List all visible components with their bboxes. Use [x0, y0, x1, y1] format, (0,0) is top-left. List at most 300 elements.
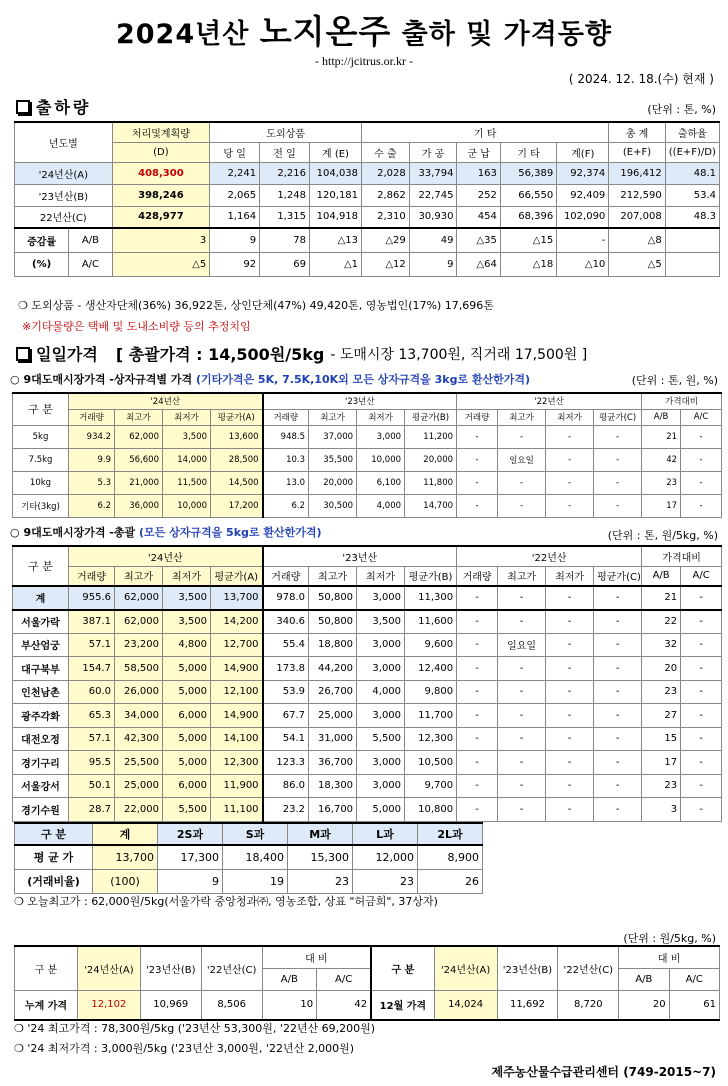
table-cell: -: [546, 586, 594, 610]
table-cell: 18,300: [309, 774, 357, 798]
table-cell: 12,700: [211, 633, 263, 657]
table-cell: 17,200: [211, 494, 263, 517]
table-row: [13, 680, 722, 704]
table-cell: -: [594, 798, 642, 822]
table-header: A/C: [681, 566, 722, 586]
table-cell: -: [594, 425, 642, 448]
table-cell: 207,008: [609, 206, 665, 228]
table-cell: 12,300: [211, 751, 263, 775]
col-rate: 출하율: [665, 122, 719, 142]
table-cell: 3,000: [357, 425, 405, 448]
table-row: [13, 425, 722, 448]
table-cell: -: [457, 633, 498, 657]
col-process: 가 공: [409, 142, 457, 162]
row-label: 7.5kg: [13, 448, 69, 471]
row-label: 누계 가격: [15, 990, 78, 1020]
table-cell: 48.3: [665, 206, 719, 228]
table-cell: 398,246: [112, 184, 210, 206]
table-cell: 61: [669, 990, 719, 1020]
table-cell: -: [498, 727, 546, 751]
table-cell: 20,000: [405, 448, 457, 471]
table-cell: -: [457, 727, 498, 751]
table-cell: 17,300: [158, 845, 223, 869]
table-cell: 212,590: [609, 184, 665, 206]
page-title: 2024년산 노지온주 출하 및 가격동향: [115, 12, 612, 51]
table-cell: 14,000: [163, 448, 211, 471]
table-cell: 2,065: [210, 184, 260, 206]
table-cell: 23: [353, 869, 418, 893]
row-label: 경기구리: [13, 751, 69, 775]
table-cell: 14,700: [405, 494, 457, 517]
grade-price-table: [14, 822, 483, 894]
table-cell: 3,000: [357, 751, 405, 775]
table-cell: 23,200: [115, 633, 163, 657]
table-cell: 14,024: [434, 990, 497, 1020]
table-cell: -: [546, 727, 594, 751]
table-cell: 78: [260, 228, 310, 252]
table-header: 2L과: [418, 823, 483, 845]
table-cell: -: [546, 680, 594, 704]
table-cell: -: [457, 751, 498, 775]
table-cell: 26: [418, 869, 483, 893]
table-row: [13, 448, 722, 471]
table-cell: 13,700: [211, 586, 263, 610]
table-cell: 55.4: [263, 633, 309, 657]
table-cell: -: [594, 494, 642, 517]
table-cell: 104,038: [309, 162, 361, 184]
table-cell: 68,396: [500, 206, 556, 228]
table-cell: -: [498, 471, 546, 494]
table-header: A/C: [669, 968, 719, 990]
shipment-note-2: ※기타물량은 택배 및 도내소비량 등의 추정치임: [22, 320, 251, 333]
table-header: 최고가: [309, 409, 357, 425]
table-header: 가격대비: [642, 393, 722, 409]
table-cell: 9: [210, 228, 260, 252]
row-label: A/B: [69, 228, 112, 252]
cum-unit: (단위 : 원/5kg, %): [623, 932, 716, 945]
col-total-ef: (E+F): [609, 142, 665, 162]
table-cell: 20,000: [309, 471, 357, 494]
table2-title: ○ 9대도매시장가격 -총괄 (모든 상자규격을 5kg로 환산한가격): [10, 526, 322, 539]
table-cell: 25,000: [115, 774, 163, 798]
table-cell: -: [594, 586, 642, 610]
table-cell: 8,506: [201, 990, 262, 1020]
table-header: 평균가(C): [594, 566, 642, 586]
table-cell: 42,300: [115, 727, 163, 751]
table-cell: 11,800: [405, 471, 457, 494]
table-header: 평균가(B): [405, 566, 457, 586]
table-header: 평균가(A): [211, 409, 263, 425]
table-cell: 28,500: [211, 448, 263, 471]
table-cell: △5: [112, 252, 210, 276]
table-cell: 62,000: [115, 610, 163, 634]
table-header: 최고가: [115, 566, 163, 586]
table-row: [13, 586, 722, 610]
table-cell: 34,000: [115, 704, 163, 728]
table-cell: 32: [642, 633, 681, 657]
table-header: 최고가: [115, 409, 163, 425]
table-cell: -: [457, 586, 498, 610]
table-cell: 123.3: [263, 751, 309, 775]
table-cell: -: [546, 774, 594, 798]
table-cell: 92: [210, 252, 260, 276]
table-cell: 25,000: [309, 704, 357, 728]
table-cell: -: [457, 774, 498, 798]
table-cell: -: [546, 425, 594, 448]
table-cell: 15,300: [288, 845, 353, 869]
table-cell: 252: [457, 184, 500, 206]
col-total: 총 계: [609, 122, 665, 142]
table-cell: 20: [642, 657, 681, 681]
row-label: 대구북부: [13, 657, 69, 681]
table-cell: -: [498, 751, 546, 775]
table-cell: 12,000: [353, 845, 418, 869]
table-cell: 44,200: [309, 657, 357, 681]
table-cell: 6.2: [263, 494, 309, 517]
table-cell: -: [594, 774, 642, 798]
table-cell: 1,164: [210, 206, 260, 228]
table-cell: 11,100: [211, 798, 263, 822]
table-cell: 65.3: [69, 704, 115, 728]
table-cell: 22: [642, 610, 681, 634]
row-label: 경기수원: [13, 798, 69, 822]
table-header: 평균가(C): [594, 409, 642, 425]
table-header: 최고가: [498, 409, 546, 425]
row-label: 10kg: [13, 471, 69, 494]
table-cell: 934.2: [69, 425, 115, 448]
table-cell: -: [546, 798, 594, 822]
shipment-table: [14, 121, 720, 277]
table-row: [15, 162, 720, 184]
table-cell: -: [681, 494, 722, 517]
table-cell: 19: [223, 869, 288, 893]
row-label: 계: [13, 586, 69, 610]
col-export: 수 출: [362, 142, 410, 162]
col-day: 당 일: [210, 142, 260, 162]
table-cell: -: [457, 471, 498, 494]
table-cell: △29: [362, 228, 410, 252]
table-row: [13, 657, 722, 681]
table-cell: -: [546, 448, 594, 471]
table-cell: 10.3: [263, 448, 309, 471]
table-cell: 3,000: [357, 586, 405, 610]
table-cell: -: [557, 228, 609, 252]
market-price-table: [12, 545, 722, 822]
table-cell: -: [546, 494, 594, 517]
table-cell: 15: [642, 727, 681, 751]
table-cell: 23: [642, 774, 681, 798]
table-cell: 95.5: [69, 751, 115, 775]
row-label: 인천남촌: [13, 680, 69, 704]
table-header: 구 분: [13, 393, 69, 425]
table-row: [13, 727, 722, 751]
table-header: 구 분: [371, 946, 434, 990]
table-cell: 26,700: [309, 680, 357, 704]
table-cell: 23: [642, 471, 681, 494]
table-cell: 12,400: [405, 657, 457, 681]
row-label: 12월 가격: [371, 990, 434, 1020]
table-cell: -: [594, 657, 642, 681]
table-cell: (100): [93, 869, 158, 893]
table-cell: 67.7: [263, 704, 309, 728]
table-cell: 10,000: [163, 494, 211, 517]
table-header: 가격대비: [642, 546, 722, 566]
table-header: A/C: [681, 409, 722, 425]
table-cell: △8: [609, 228, 665, 252]
table-cell: -: [681, 610, 722, 634]
table-cell: 48.1: [665, 162, 719, 184]
table-cell: 454: [457, 206, 500, 228]
table-header: L과: [353, 823, 418, 845]
table-header: 최저가: [546, 566, 594, 586]
table-header: '23년산: [263, 546, 457, 566]
table-cell: 163: [457, 162, 500, 184]
table-cell: 9: [158, 869, 223, 893]
table-cell: 10,500: [405, 751, 457, 775]
table-cell: 50,800: [309, 610, 357, 634]
table-cell: 21,000: [115, 471, 163, 494]
table-cell: 5,000: [163, 680, 211, 704]
table-header: 대 비: [619, 946, 720, 968]
table-cell: 20: [619, 990, 669, 1020]
table-cell: 10,000: [357, 448, 405, 471]
table-cell: 6,000: [163, 774, 211, 798]
table-cell: 428,977: [112, 206, 210, 228]
table-cell: 3: [112, 228, 210, 252]
table-cell: -: [457, 448, 498, 471]
table-header: '23년산(B): [497, 946, 558, 990]
table-cell: -: [498, 494, 546, 517]
today-high-note: ❍ 오늘최고가 : 62,000원/5kg(서울가락 중앙청과㈜, 영농조합, 상표 "허금희", 37상자): [14, 895, 438, 908]
table-cell: -: [594, 727, 642, 751]
table-cell: 69: [260, 252, 310, 276]
table-header: '23년산: [263, 393, 457, 409]
col-prev: 전 일: [260, 142, 310, 162]
col-gov: 군 납: [457, 142, 500, 162]
table-header: 구 분: [15, 946, 78, 990]
table-cell: -: [457, 704, 498, 728]
table-cell: 948.5: [263, 425, 309, 448]
table-cell: -: [681, 704, 722, 728]
table-cell: 23.2: [263, 798, 309, 822]
table-cell: -: [457, 657, 498, 681]
row-label: (거래비율): [15, 869, 93, 893]
table-cell: -: [594, 448, 642, 471]
table-cell: -: [546, 751, 594, 775]
table-cell: 21: [642, 586, 681, 610]
col-year: 년도별: [15, 122, 113, 162]
table-cell: 66,550: [500, 184, 556, 206]
table-cell: 104,918: [309, 206, 361, 228]
col-other: 기 타: [500, 142, 556, 162]
table-cell: 54.1: [263, 727, 309, 751]
row-label: 5kg: [13, 425, 69, 448]
table-header: 대 비: [262, 946, 371, 968]
table-cell: -: [594, 704, 642, 728]
table-cell: 60.0: [69, 680, 115, 704]
price-section-title: 일일가격 [ 총괄가격 : 14,500원/5kg - 도매시장 13,700원, 직거래 17,500원 ]: [16, 342, 587, 365]
table-cell: 11,300: [405, 586, 457, 610]
col-proc: 처리및계획량: [112, 122, 210, 142]
row-label: 22년산(C): [15, 206, 113, 228]
table-header: '22년산(C): [558, 946, 619, 990]
table-row: [13, 751, 722, 775]
table-header: '24년산(A): [77, 946, 140, 990]
table-cell: 4,800: [163, 633, 211, 657]
table-cell: -: [498, 425, 546, 448]
table-cell: -: [498, 774, 546, 798]
row-label: 기타(3kg): [13, 494, 69, 517]
table-cell: -: [457, 680, 498, 704]
report-date: ( 2024. 12. 18.(수) 현재 ): [568, 72, 714, 86]
table-cell: 120,181: [309, 184, 361, 206]
table-cell: 1,315: [260, 206, 310, 228]
table-cell: 23: [288, 869, 353, 893]
table-header: '24년산: [69, 393, 263, 409]
table-cell: 2,216: [260, 162, 310, 184]
table-header: 최저가: [357, 409, 405, 425]
table-cell: 14,900: [211, 657, 263, 681]
row-label: 광주각화: [13, 704, 69, 728]
table-header: 최고가: [309, 566, 357, 586]
table-cell: 8,720: [558, 990, 619, 1020]
table-cell: 62,000: [115, 425, 163, 448]
site-url[interactable]: - http://jcitrus.or.kr -: [315, 54, 413, 68]
table-header: 구 분: [15, 823, 93, 845]
table-cell: 62,000: [115, 586, 163, 610]
table-cell: 27: [642, 704, 681, 728]
col-out: 도외상품: [210, 122, 362, 142]
table-cell: -: [498, 704, 546, 728]
table-cell: -: [498, 680, 546, 704]
table-cell: 18,800: [309, 633, 357, 657]
table-cell: 2,310: [362, 206, 410, 228]
table-header: A/B: [642, 409, 681, 425]
table-row: [13, 471, 722, 494]
shipment-unit: (단위 : 톤, %): [647, 103, 716, 116]
table-cell: 154.7: [69, 657, 115, 681]
checkbox-icon: [16, 100, 30, 114]
table-cell: 11,692: [497, 990, 558, 1020]
table-cell: 3,000: [357, 704, 405, 728]
table-cell: 9: [409, 252, 457, 276]
table-cell: 57.1: [69, 633, 115, 657]
table-cell: 173.8: [263, 657, 309, 681]
table-cell: -: [498, 798, 546, 822]
table-cell: △64: [457, 252, 500, 276]
table-cell: 31,000: [309, 727, 357, 751]
table-cell: △15: [500, 228, 556, 252]
table-cell: 21: [642, 425, 681, 448]
table-cell: 42: [642, 448, 681, 471]
table-cell: -: [681, 727, 722, 751]
table-cell: -: [594, 471, 642, 494]
table-cell: 2,862: [362, 184, 410, 206]
table-header: '22년산: [457, 546, 642, 566]
table-cell: 50.1: [69, 774, 115, 798]
table-cell: 92,374: [557, 162, 609, 184]
size-price-table: [12, 392, 722, 518]
table-cell: -: [457, 610, 498, 634]
table-cell: 14,100: [211, 727, 263, 751]
table-cell: 11,200: [405, 425, 457, 448]
table-cell: 11,600: [405, 610, 457, 634]
table-header: '22년산: [457, 393, 642, 409]
row-label: 평 균 가: [15, 845, 93, 869]
shipment-section-title: 출하량: [16, 95, 91, 118]
table-cell: -: [546, 610, 594, 634]
table-cell: -: [681, 633, 722, 657]
table-cell: 6,000: [163, 704, 211, 728]
col-tot-e: 계 (E): [309, 142, 361, 162]
table-row: [15, 206, 720, 228]
table-cell: 16,700: [309, 798, 357, 822]
table-header: 구 분: [13, 546, 69, 586]
table-row: [13, 704, 722, 728]
table-cell: 340.6: [263, 610, 309, 634]
table-cell: 53.9: [263, 680, 309, 704]
table-cell: -: [594, 680, 642, 704]
table1-title: ○ 9대도매시장가격 -상자규격별 가격 (기타가격은 5K, 7.5K,10K외 모든 상자규격을 3kg로 환산한가격): [10, 373, 531, 386]
table-cell: [665, 252, 719, 276]
table-cell: 13,700: [93, 845, 158, 869]
table-cell: 5,500: [357, 727, 405, 751]
table-cell: -: [546, 471, 594, 494]
table-header: A/B: [619, 968, 669, 990]
table-cell: 196,412: [609, 162, 665, 184]
table-cell: 22,000: [115, 798, 163, 822]
table-cell: 3: [642, 798, 681, 822]
table-cell: 33,794: [409, 162, 457, 184]
table-cell: -: [681, 425, 722, 448]
table-header: 최저가: [163, 566, 211, 586]
col-proc-d: (D): [112, 142, 210, 162]
table-cell: △10: [557, 252, 609, 276]
table-cell: 6,100: [357, 471, 405, 494]
table-cell: 28.7: [69, 798, 115, 822]
table-cell: -: [498, 610, 546, 634]
table-header: A/B: [642, 566, 681, 586]
table-cell: △1: [309, 252, 361, 276]
table-cell: 5,000: [163, 751, 211, 775]
cumulative-price-table: [14, 945, 720, 1021]
table-cell: 92,409: [557, 184, 609, 206]
table-cell: 86.0: [263, 774, 309, 798]
table-header: 거래량: [263, 409, 309, 425]
table-cell: 30,930: [409, 206, 457, 228]
table-cell: 9,600: [405, 633, 457, 657]
table-cell: 일요일: [498, 448, 546, 471]
table-cell: 955.6: [69, 586, 115, 610]
table-header: '24년산: [69, 546, 263, 566]
table-cell: -: [681, 471, 722, 494]
table-cell: -: [546, 633, 594, 657]
row-label: 서울가락: [13, 610, 69, 634]
table-cell: 3,000: [357, 774, 405, 798]
table-cell: -: [457, 425, 498, 448]
table-cell: -: [546, 657, 594, 681]
table1-unit: (단위 : 톤, 원, %): [631, 374, 718, 387]
table-cell: 13,600: [211, 425, 263, 448]
table-cell: -: [594, 610, 642, 634]
table-cell: 408,300: [112, 162, 210, 184]
table-header: 최저가: [357, 566, 405, 586]
table-cell: 17: [642, 751, 681, 775]
table-cell: -: [594, 633, 642, 657]
table-cell: 2,241: [210, 162, 260, 184]
row-label: '24년산(A): [15, 162, 113, 184]
table-cell: 53.4: [665, 184, 719, 206]
